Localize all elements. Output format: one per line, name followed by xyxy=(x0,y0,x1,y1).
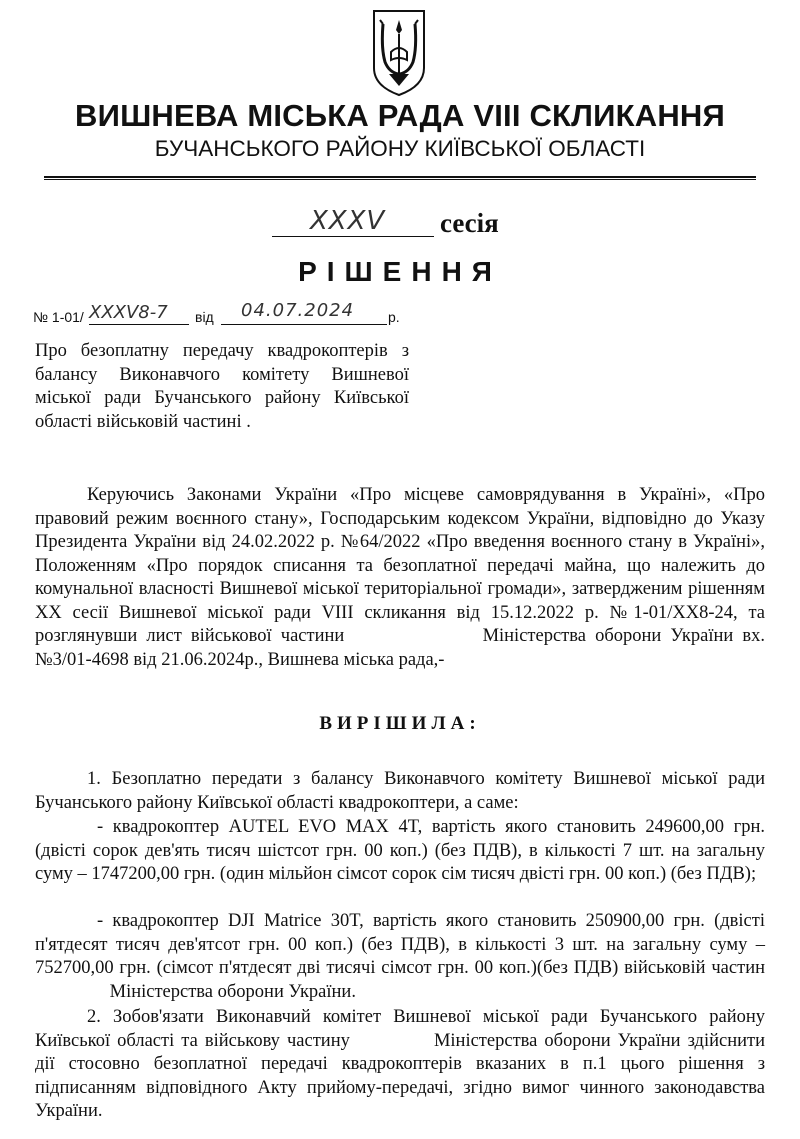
decision-date: 04.07.2024 xyxy=(241,300,355,321)
decision-subject xyxy=(35,340,409,434)
decision-title: РІШЕННЯ xyxy=(298,256,502,287)
session-label: сесія xyxy=(440,208,499,238)
trident-coat-of-arms-icon xyxy=(371,8,427,98)
header-divider xyxy=(44,176,756,178)
number-underline xyxy=(89,324,189,325)
council-title: ВИШНЕВА МІСЬКА РАДА VIII СКЛИКАННЯ xyxy=(75,98,725,133)
decision-item-1: 1. Безоплатно передати з балансу Виконавчого комітету Вишневої міської ради Бучанського району Київської області квадрокоптери, а саме: xyxy=(35,769,765,813)
preamble-text-1: Керуючись Законами України «Про місцеве самоврядування в Україні», «Про правовий режим воєнного стану», Господарським кодексом України, відповідно до Указу Президента України від 24.02.2022 р. №64/2022 «Про введення воєнного стану в Україні», Положенням «Про порядок списання та безоплатної передачі майна, що належить до комунальної власності Вишневої міської територіальної громади», затвердженим рішенням XX сесії Вишневої міської ради VIII скликання від 15.12.2022 р. №1-01/XX8-24, та розглянувши лист військової частини xyxy=(35,485,765,646)
preamble-text-2: Міністерства оборони України вх. №3/01-4698 від 21.06.2024р., Вишнева міська рада,- xyxy=(35,626,766,670)
session-line xyxy=(272,206,572,242)
subject-text: Про безоплатну передачу квадрокоптерів з балансу Виконавчого комітету Вишневої міської ради Бучанського району Київської області військовій частині . xyxy=(35,341,409,432)
date-label: від xyxy=(195,309,214,325)
preamble-paragraph xyxy=(35,484,765,672)
item-2-text: 2. Зобов'язати Виконавчий комітет Вишневої міської ради Бучанського району Київської області та військову частину xyxy=(35,1007,765,1051)
decision-item-2 xyxy=(35,1006,765,1124)
item-1b-text-end: Міністерства оборони України. xyxy=(109,981,356,1002)
decision-item-1b xyxy=(35,910,765,1004)
header-divider-thin xyxy=(44,179,756,180)
decision-number: XXXV8-7 xyxy=(89,302,168,323)
decision-number-line xyxy=(33,302,413,328)
district-subtitle: БУЧАНСЬКОГО РАЙОНУ КИЇВСЬКОЇ ОБЛАСТІ xyxy=(154,136,646,161)
session-number-underline xyxy=(272,236,434,237)
item-2-text-end: Міністерства оборони України здійснити дії стосовно безоплатної передачі квадрокоптерів вказаних в п.1 цього рішення з підписанням відповідного Акту прийому-передачі, згідно вимог чинного законодавства України. xyxy=(35,1030,766,1121)
decision-item-1a: - квадрокоптер AUTEL EVO MAX 4T, вартість якого становить 249600,00 грн. (двісті сорок дев'ять тисяч шістсот грн. 00 коп.) (без ПДВ), в кількості 7 шт. на загальну суму – 1747200,00 грн. (один мільйон сімсот сорок сім тисяч двісті грн. 00 коп.) (без ПДВ); xyxy=(35,817,765,884)
item-1b-text: - квадрокоптер DJI Matrice 30T, вартість якого становить 250900,00 грн. (двісті п'ятдесят тисяч дев'ятсот грн. 00 коп.) (без ПДВ), в кількості 3 шт. на загальну суму – 752700,00 грн. (сімсот п'ятдесят дві тисячі сімсот грн. 00 коп.)(без ПДВ) військовій частин xyxy=(35,911,765,978)
session-number: XXXV xyxy=(310,206,386,236)
date-underline xyxy=(221,324,387,325)
date-suffix: р. xyxy=(388,309,400,325)
decision-number-prefix: № 1-01/ xyxy=(33,309,84,325)
resolved-heading: ВИРІШИЛА: xyxy=(319,713,481,734)
